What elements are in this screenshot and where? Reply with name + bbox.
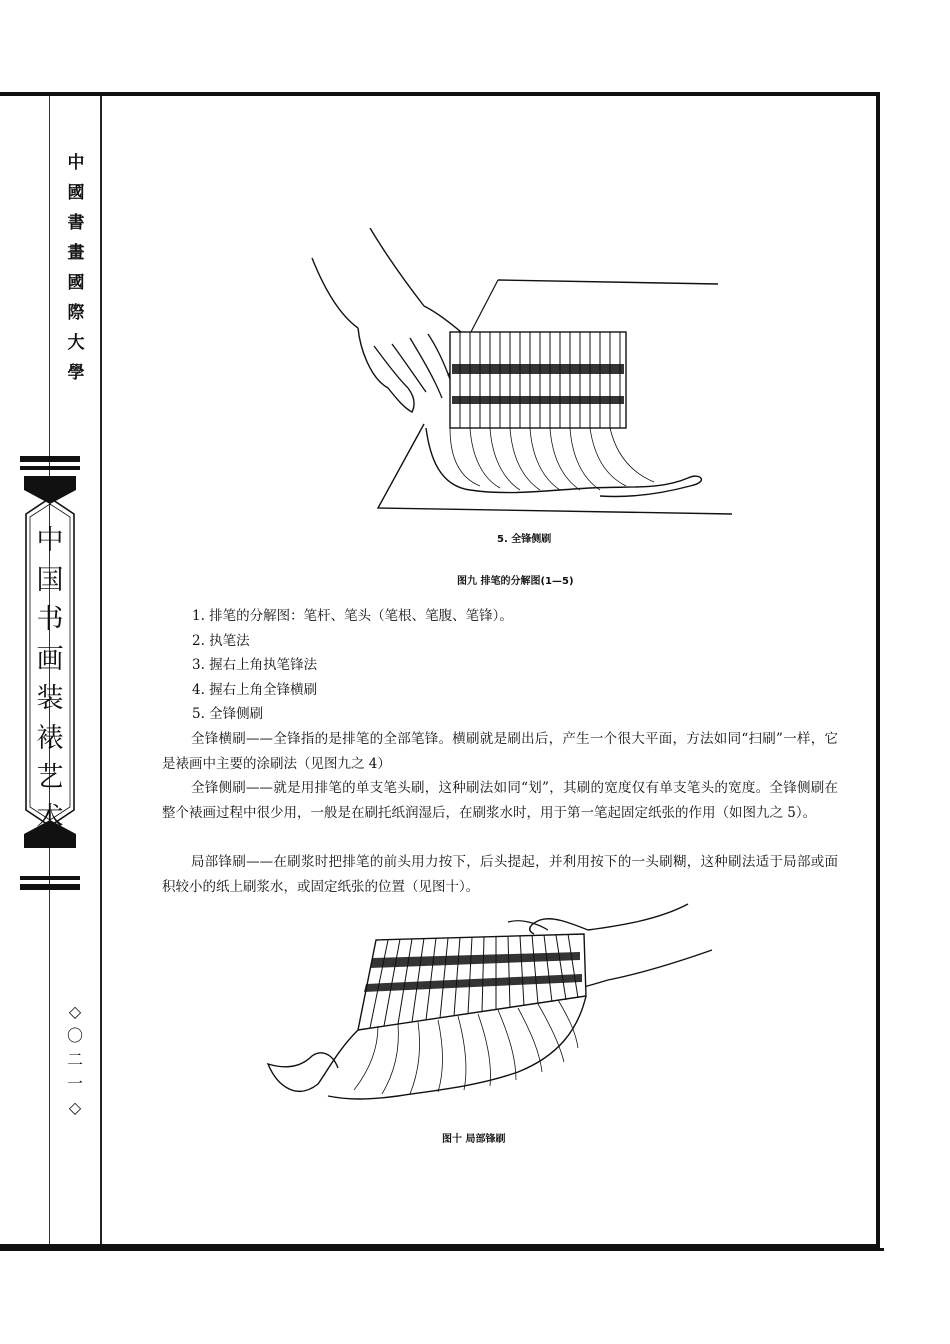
paragraph-full-tip-side: 全锋侧刷——就是用排笔的单支笔头刷，这种刷法如同“划”，其刷的宽度仅有单支笔头的宽度。全锋侧刷在整个裱画过程中很少用，一般是在刷托纸润湿后，在刷浆水时，用于第一笔起固定纸张的作用（如图九之 5）。 <box>162 780 838 821</box>
ornament-bar <box>20 884 80 890</box>
book-title-char: 术 <box>36 801 64 833</box>
book-title-char: 画 <box>36 643 64 675</box>
page-number-char: 一 <box>66 1074 83 1093</box>
page-frame-shadow <box>0 1248 884 1251</box>
title-char: 中 <box>67 153 85 173</box>
book-title-char: 装 <box>36 683 64 714</box>
book-title-char: 艺 <box>36 762 64 793</box>
ornament-bar <box>20 876 80 880</box>
list-item: 4. 握右上角全锋横刷 <box>192 681 318 698</box>
sidebar-university-title <box>62 148 90 388</box>
title-char: 國 <box>67 183 85 203</box>
figure-9-sub-caption: 5. 全锋侧刷 <box>497 534 552 545</box>
title-char: 學 <box>67 363 85 383</box>
list-item: 2. 执笔法 <box>192 632 250 649</box>
list-item: 1. 排笔的分解图：笔杆、笔头（笔根、笔腹、笔锋）。 <box>192 608 513 624</box>
figure-10-caption: 图十 局部锋刷 <box>442 1134 506 1145</box>
book-title-char: 中 <box>36 525 64 556</box>
book-title-char: 国 <box>36 564 64 596</box>
page-number-char: ◇ <box>68 1098 82 1117</box>
title-char: 國 <box>67 273 85 293</box>
book-title-char: 裱 <box>36 722 64 754</box>
title-char: 書 <box>67 213 85 233</box>
page-number-char: 〇 <box>66 1026 83 1045</box>
list-item: 5. 全锋侧刷 <box>192 706 264 723</box>
page-number <box>66 1000 84 1120</box>
ornament-bar <box>20 466 80 470</box>
paragraph-full-tip-horizontal: 全锋横刷——全锋指的是排笔的全部笔锋。横刷就是刷出后，产生一个很大平面，方法如同“扫刷”一样，它是裱画中主要的涂刷法（见图九之 4） <box>162 731 838 772</box>
book-title-char: 书 <box>36 604 64 635</box>
title-char: 大 <box>67 333 85 353</box>
figure-9-caption: 图九 排笔的分解图(1—5) <box>457 576 574 587</box>
title-char: 際 <box>67 303 85 323</box>
paragraph-partial-tip: 局部锋刷——在刷浆时把排笔的前头用力按下，后头提起，并利用按下的一头刷糊，这种刷法适于局部或面积较小的纸上刷浆水，或固定纸张的位置（见图十）。 <box>162 854 838 895</box>
page-number-char: 二 <box>66 1050 83 1069</box>
page-number-char: ◇ <box>68 1002 82 1021</box>
figure-10-illustration <box>258 900 718 1112</box>
title-char: 畫 <box>67 243 85 263</box>
ornament-bar <box>20 456 80 462</box>
list-item: 3. 握右上角执笔锋法 <box>192 657 318 674</box>
book-title <box>24 521 76 837</box>
figure-9-part-list <box>192 604 513 727</box>
sidebar-right-rule <box>100 96 102 1244</box>
figure-9-illustration <box>300 228 740 518</box>
